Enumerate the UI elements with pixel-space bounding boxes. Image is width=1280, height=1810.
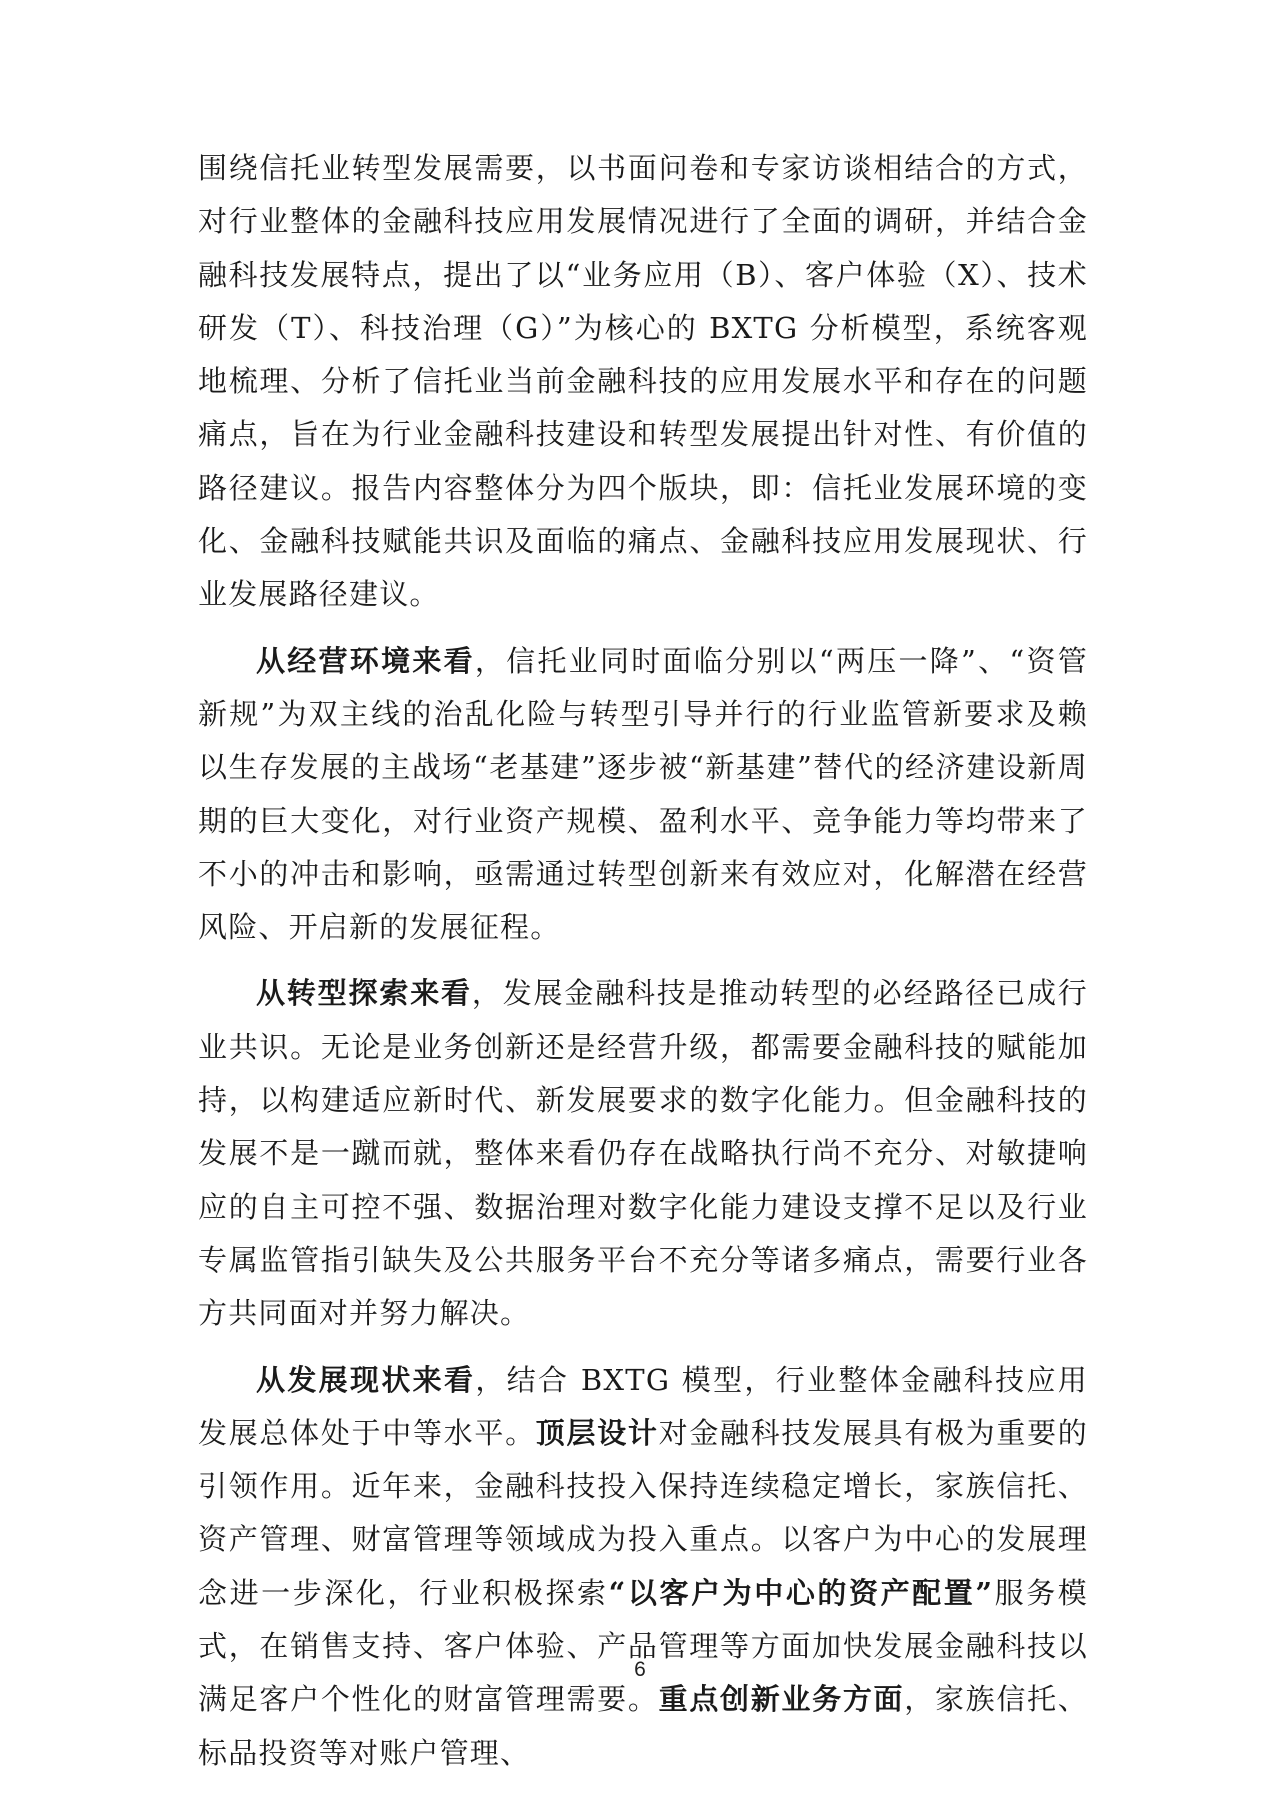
env-line-3: 生存发展的主战场“老基建”逐步被“新基建”替代的经济建设新周 (228, 750, 1089, 785)
emphasis-key-innovation: 重点创新业务方面 (658, 1682, 905, 1717)
trans-line-7: 努力解决。 (379, 1296, 531, 1331)
trans-line-1: ，发展金融科技是推动转型的必经路径已成行业 (198, 976, 1088, 1064)
paragraph-intro (198, 142, 1088, 622)
status-line-6: 客户体验、产品管理等方面加快发展金融科技以满足客户个性化的财 (198, 1629, 1088, 1717)
intro-line-1: 围绕信托业转型发展需要，以书面问卷和专家访谈相结合的方式，对 (198, 151, 1088, 239)
env-line-5: 小的冲击和影响，亟需通过转型创新来有效应对，化解潜在经营风险、 (198, 856, 1089, 945)
intro-line-5: 分析了信托业当前金融科技的应用发展水平和存在的问题痛点，旨在 (198, 364, 1088, 452)
status-line-5b: 服务模式，在销售支持、 (198, 1575, 1089, 1664)
trans-line-2: 共识。无论是业务创新还是经营升级，都需要金融科技的赋能加持， (198, 1029, 1089, 1118)
env-line-4: 期的巨大变化，对行业资产规模、盈利水平、竞争能力等均带来了不 (198, 803, 1088, 891)
intro-line-6: 为行业金融科技建设和转型发展提出针对性、有价值的路径建议。报 (198, 417, 1088, 505)
status-line-4: 财富管理等领域成为投入重点。以客户为中心的发展理念进一步深化， (198, 1522, 1088, 1610)
trans-line-3: 以构建适应新时代、新发展要求的数字化能力。但金融科技的发展不 (198, 1083, 1088, 1171)
paragraph-lead-current-status: 从发展现状来看 (256, 1362, 476, 1397)
document-page (198, 142, 1088, 1793)
env-line-6: 开启新的发展征程。 (288, 910, 561, 945)
trans-line-4: 是一蹴而就，整体来看仍存在战略执行尚不充分、对敏捷响应的自主 (198, 1136, 1088, 1224)
status-line-3: 用。近年来，金融科技投入保持连续稳定增长，家族信托、资产管理、 (198, 1469, 1088, 1557)
paragraph-transformation (198, 967, 1088, 1340)
env-line-2: 新规”为双主线的治乱化险与转型引导并行的行业监管新要求及赖以 (198, 696, 1088, 785)
intro-line-3: 技发展特点，提出了以“业务应用（B）、客户体验（X）、技术研发 (198, 257, 1088, 345)
status-line-7b: ，家族信托、标品投资等对账户管理、 (198, 1682, 1088, 1770)
status-line-2b: 对金融科技发展具有极为重要的引领作 (198, 1415, 1088, 1504)
paragraph-operating-environment (198, 635, 1088, 955)
intro-line-7: 告内容整体分为四个版块，即：信托业发展环境的变化、金融科技赋 (198, 470, 1088, 559)
paragraph-current-status (198, 1354, 1088, 1780)
env-line-1: ，信托业同时面临分别以“两压一降”、“资管 (474, 643, 1088, 678)
trans-line-6: 引缺失及公共服务平台不充分等诸多痛点，需要行业各方共同面对并 (198, 1242, 1088, 1331)
intro-line-8: 能共识及面临的痛点、金融科技应用发展现状、行业发展路径建议。 (198, 524, 1088, 612)
status-line-5a: 行业积极探索 (419, 1575, 609, 1610)
trans-line-5: 可控不强、数据治理对数字化能力建设支撑不足以及行业专属监管指 (198, 1189, 1088, 1277)
status-line-2a: 总体处于中等水平。 (259, 1415, 536, 1450)
page-number: 6 (634, 1658, 646, 1681)
intro-line-4: （T）、科技治理（G）”为核心的 BXTG 分析模型，系统客观地梳理、 (198, 310, 1089, 399)
emphasis-top-level-design: 顶层设计 (535, 1415, 659, 1450)
paragraph-lead-operating-environment: 从经营环境来看 (256, 643, 475, 678)
paragraph-lead-transformation: 从转型探索来看 (256, 976, 472, 1011)
status-line-7a: 富管理需要。 (474, 1682, 659, 1717)
emphasis-customer-centric-allocation: “以客户为中心的资产配置” (608, 1575, 994, 1610)
status-line-1: ，结合 BXTG 模型，行业整体金融科技应用发展 (198, 1362, 1088, 1450)
intro-line-2: 行业整体的金融科技应用发展情况进行了全面的调研，并结合金融科 (198, 204, 1089, 292)
